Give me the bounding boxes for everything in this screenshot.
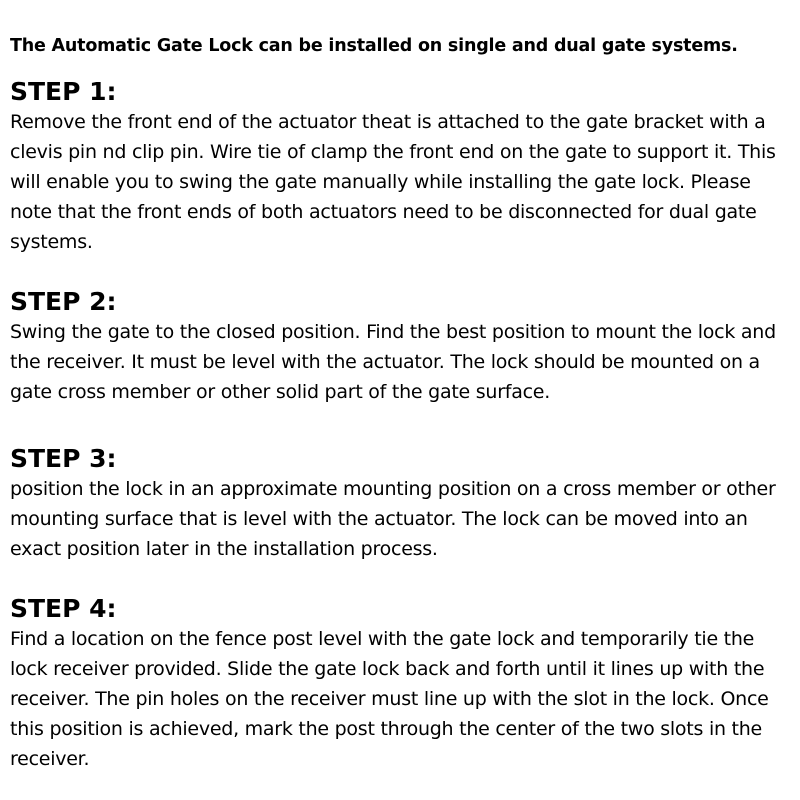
step-1-text: Remove the front end of the actuator theat is attached to the gate bracket with a clevis pin nd clip pin. Wire tie of clamp the front end on the gate to support it. This will enable you to swing the gate manually while installing the gate lock. Please note that the front ends of both actuators need to be disconnected for dual gate systems. [10, 111, 776, 253]
step-3-text: position the lock in an approximate mounting position on a cross member or other mounting surface that is level with the actuator. The lock can be moved into an exact position later in the installation process. [10, 478, 776, 560]
step-3-heading: STEP 3: [10, 444, 117, 473]
step-3 [10, 444, 795, 564]
step-1-heading: STEP 1: [10, 77, 117, 106]
step-2-heading: STEP 2: [10, 287, 117, 316]
step-1 [10, 77, 795, 257]
step-4-text: Find a location on the fence post level with the gate lock and temporarily tie the lock receiver provided. Slide the gate lock back and forth until it lines up with the receiver. The pin holes on the receiver must line up with the slot in the lock. Once this position is achieved, mark the post through the center of the two slots in the receiver. [10, 628, 769, 770]
step-4-heading: STEP 4: [10, 594, 117, 623]
intro-text: The Automatic Gate Lock can be installed on single and dual gate systems. [10, 36, 738, 56]
step-4 [10, 594, 795, 774]
step-2 [10, 287, 795, 407]
step-2-text: Swing the gate to the closed position. Find the best position to mount the lock and the receiver. It must be level with the actuator. The lock should be mounted on a gate cross member or other solid part of the gate surface. [10, 321, 776, 403]
